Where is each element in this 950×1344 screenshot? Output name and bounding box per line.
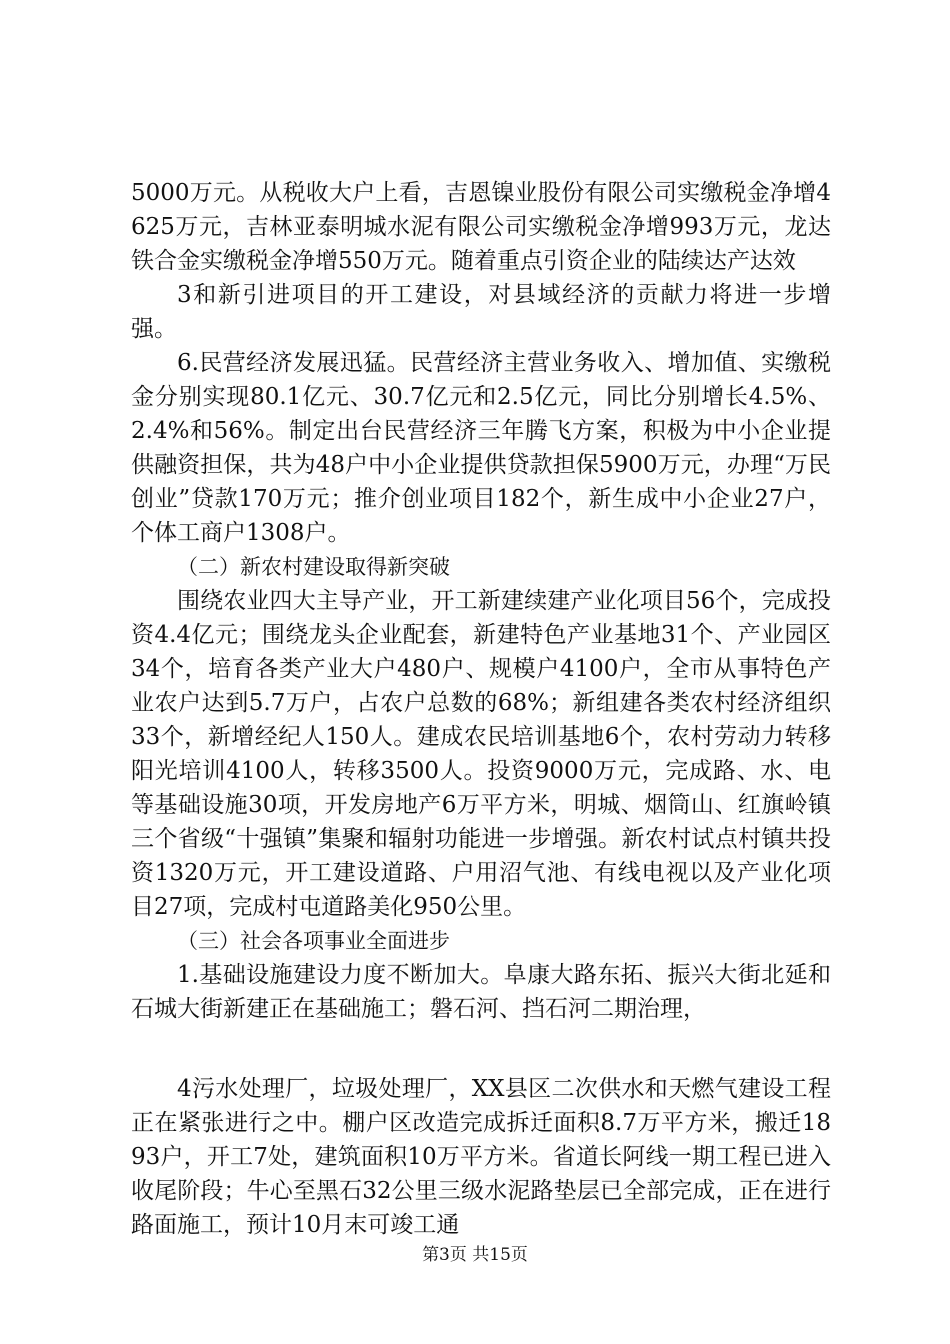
section-heading-social-progress: （三）社会各项事业全面进步 (177, 929, 450, 953)
paragraph-tax-revenue: 5000万元。从税收大户上看，吉恩镍业股份有限公司实缴税金净增4625万元，吉林亚泰明城水泥有限公司实缴税金净增993万元，龙达铁合金实缴税金净增550万元。随着重点引资企业的陆续达产达效 (131, 180, 831, 274)
paragraph-agriculture: 围绕农业四大主导产业，开工新建续建产业化项目56个，完成投资4.4亿元；围绕龙头企业配套，新建特色产业基地31个、产业园区34个，培育各类产业大户480户、规模户4100户，全市从事特色产业农户达到5.7万户，占农户总数的68%；新组建各类农村经济组织33个，新增经纪人150人。建成农民培训基地6个，农村劳动力转移阳光培训4100人，转移3500人。投资9000万元，完成路、水、电等基础设施30项，开发房地产6万平方米，明城、烟筒山、红旗岭镇三个省级“十强镇”集聚和辐射功能进一步增强。新农村试点村镇共投资1320万元，开工建设道路、户用沼气池、有线电视以及产业化项目27项，完成村屯道路美化950公里。 (131, 588, 831, 920)
paragraph-private-economy: 6.民营经济发展迅猛。民营经济主营业务收入、增加值、实缴税金分别实现80.1亿元、30.7亿元和2.5亿元，同比分别增长4.5%、2.4%和56%。制定出台民营经济三年腾飞方案，积极为中小企业提供融资担保，共为48户中小企业提供贷款担保5900万元，办理“万民创业”贷款170万元；推介创业项目182个，新生成中小企业27户，个体工商户1308户。 (131, 350, 831, 546)
page-number-footer: 第3页 共15页 (422, 1245, 528, 1265)
paragraph-utilities: 4污水处理厂，垃圾处理厂，XX县区二次供水和天燃气建设工程正在紧张进行之中。棚户区改造完成拆迁面积8.7万平方米，搬迁1893户，开工7处，建筑面积10万平方米。省道长阿线一期工程已进入收尾阶段；牛心至黑石32公里三级水泥路垫层已全部完成，正在进行路面施工，预计10月末可竣工通 (131, 1076, 831, 1238)
paragraph-gap (131, 1026, 831, 1072)
document-body (131, 176, 831, 1242)
paragraph-infrastructure: 1.基础设施建设力度不断加大。阜康大路东拓、振兴大街北延和石城大街新建正在基础施工；磐石河、挡石河二期治理， (131, 962, 831, 1022)
paragraph-new-projects: 3和新引进项目的开工建设，对县域经济的贡献力将进一步增强。 (131, 282, 831, 342)
section-heading-new-countryside: （二）新农村建设取得新突破 (177, 555, 450, 579)
